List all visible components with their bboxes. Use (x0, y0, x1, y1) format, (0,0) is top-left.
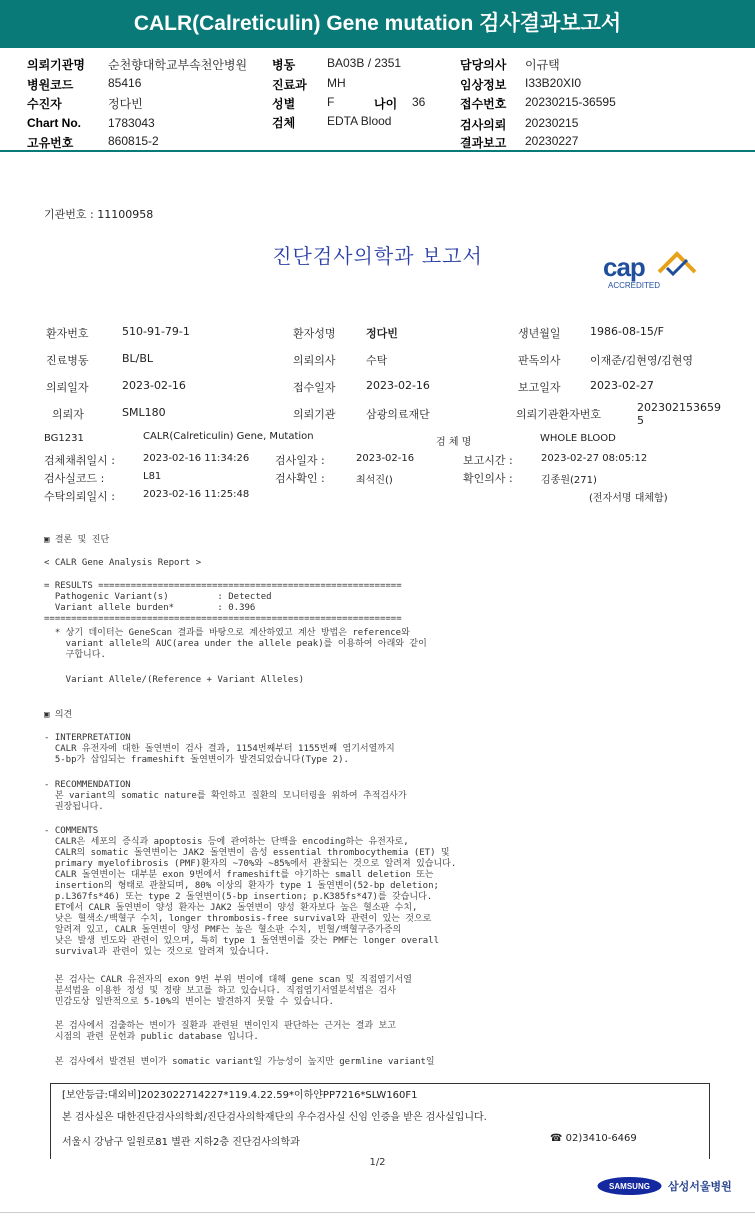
chart-no-value: 1783043 (108, 116, 155, 130)
age-value: 36 (412, 95, 426, 109)
comment-line-1: CALR은 세포의 증식과 apoptosis 등에 관여하는 단백을 encoding하는 유전자로, (44, 837, 409, 847)
cap-check-icon (655, 250, 699, 282)
ward-value: BA03B / 2351 (327, 56, 402, 70)
phone-number: ☎ 02)3410-6469 (550, 1133, 637, 1144)
care-ward-value: BL/BL (122, 352, 154, 365)
patient-value: 정다빈 (108, 97, 143, 111)
report-title: CALR(Calreticulin) Gene mutation 검사결과보고서 (0, 0, 755, 48)
room-value: L81 (143, 471, 162, 482)
ward-label: 병동 (272, 58, 296, 72)
report-date-value: 20230227 (525, 134, 579, 148)
reader-value: 이재준/김현영/김현영 (590, 354, 694, 367)
interpretation-line-2: 5-bp가 삽입되는 frameshift 돌연변이가 발견되었습니다(Type 2). (44, 755, 349, 765)
req-inst-value: 삼광의료재단 (366, 408, 430, 421)
section-conclusion: ▣ 결론 및 진단 (44, 535, 110, 545)
report-date2-label: 보고일자 (518, 381, 561, 394)
report-time-value: 2023-02-27 08:05:12 (541, 453, 648, 464)
formula: Variant Allele/(Reference + Variant Alleles) (44, 675, 305, 685)
specimen-value: EDTA Blood (327, 114, 392, 128)
department-address: 서울시 강남구 일원로81 별관 지하2층 진단검사의학과 (62, 1137, 300, 1148)
esign-note: (전자서명 대체함) (589, 493, 668, 504)
unique-no-label: 고유번호 (27, 136, 74, 150)
cap-logo-text: cap (603, 252, 645, 282)
samsung-logo-icon (597, 1176, 662, 1196)
hospital-code-value: 85416 (108, 76, 142, 90)
reader-label: 판독의사 (518, 354, 561, 367)
req-date-value: 2023-02-16 (122, 379, 186, 392)
comment-line-11: survival과 관련이 있는 것으로 알려져 있습니다. (44, 947, 270, 957)
interpretation-heading: - INTERPRETATION (44, 733, 131, 743)
test-code: BG1231 (44, 433, 84, 444)
method-line-3: 민감도상 일반적으로 5-10%의 변이는 발견하지 못할 수 있습니다. (44, 997, 334, 1007)
collect-value: 2023-02-16 11:34:26 (143, 453, 250, 464)
dob-value: 1986-08-15/F (590, 325, 664, 338)
request-date-value: 20230215 (525, 116, 579, 130)
requester-value: SML180 (122, 406, 166, 419)
patient-label: 수진자 (27, 97, 62, 111)
test-date-label: 검사일자 : (275, 454, 325, 467)
recommendation-heading: - RECOMMENDATION (44, 780, 131, 790)
receipt-no-label: 접수번호 (460, 97, 507, 111)
hospital-code-label: 병원코드 (27, 78, 74, 92)
care-ward-label: 진료병동 (46, 354, 89, 367)
confirmer-value: 김종원(271) (541, 475, 597, 486)
test-date-value: 2023-02-16 (356, 453, 415, 464)
sex-value: F (327, 95, 335, 109)
certification-text: 본 검사실은 대한진단검사의학회/진단검사의학재단의 우수검사실 신임 인증을 받은 검사실입니다. (62, 1112, 487, 1123)
report-time-label: 보고시간 : (463, 454, 513, 467)
germline-line-1: 본 검사에서 발견된 변이가 somatic variant일 가능성이 높지만 germline variant일 (44, 1057, 435, 1067)
collect-label: 검체채취일시 : (44, 454, 115, 467)
chart-no-label: Chart No. (27, 116, 81, 130)
cap-accredited-text: ACCREDITED (608, 281, 661, 290)
page-number: 1/2 (369, 1157, 386, 1168)
result-row-burden: Variant allele burden* : 0.396 (44, 603, 256, 613)
comment-line-7: ET에서 CALR 돌연변이 양성 환자는 JAK2 돌연변이 양성 환자보다 높은 혈소판 수치, (44, 903, 418, 913)
patient-name-label: 환자성명 (293, 327, 336, 340)
comment-line-6: p.L367fs*46) 또는 type 2 돌연변이(5-bp insertion; p.K385fs*47)를 갖습니다. (44, 892, 433, 902)
reference-line-2: 시점의 관련 문헌과 public database 입니다. (44, 1032, 259, 1042)
report-subtitle: 진단검사의학과 보고서 (272, 244, 483, 268)
outsourced-label: 수탁의뢰일시 : (44, 490, 115, 503)
doctor-label: 담당의사 (460, 58, 507, 72)
note-line-2: variant allele의 AUC(area under the allele peak)를 이용하여 아래와 같이 (44, 639, 427, 649)
req-inst-label: 의뢰기관 (293, 408, 336, 421)
req-date-label: 의뢰일자 (46, 381, 89, 394)
dob-label: 생년월일 (518, 327, 561, 340)
results-header: = RESULTS ======================================================== (44, 581, 402, 591)
result-row-pathogenic: Pathogenic Variant(s) : Detected (44, 592, 272, 602)
reference-line-1: 본 검사에서 검출하는 변이가 질환과 관련된 변이인지 판단하는 근거는 결과 보고 (44, 1021, 396, 1031)
note-line-3: 구합니다. (44, 650, 106, 660)
comment-line-4: CALR 돌연변이는 대부분 exon 9번에서 frameshift를 야기하는 small deletion 또는 (44, 870, 434, 880)
section-opinion: ▣ 의견 (44, 710, 73, 720)
dept-label: 진료과 (272, 78, 307, 92)
clinical-info-value: I33B20XI0 (525, 76, 582, 90)
specimen-name-value: WHOLE BLOOD (540, 433, 616, 444)
req-doctor-value: 수탁 (366, 354, 388, 367)
comment-line-3: primary myelofibrosis (PMF)환자의 ~70%와 ~85%에서 관찰되는 것으로 알려져 있습니다. (44, 859, 457, 869)
institution-number: 기관번호 : 11100958 (44, 208, 154, 221)
comment-line-9: 알려져 있고, CALR 돌연변이 양성 PMF는 높은 혈소판 수치, 빈혈/백혈구증가증의 (44, 925, 402, 935)
patient-no-value: 510-91-79-1 (122, 325, 190, 338)
svg-text:SAMSUNG: SAMSUNG (609, 1182, 650, 1191)
requester-label: 의뢰자 (52, 408, 84, 421)
specimen-label: 검체 (272, 116, 296, 130)
checker-label: 검사확인 : (275, 472, 325, 485)
patient-name-value: 정다빈 (366, 327, 398, 340)
patient-no-label: 환자번호 (46, 327, 89, 340)
report-date2-value: 2023-02-27 (590, 379, 654, 392)
receipt-no-value: 20230215-36595 (525, 95, 616, 109)
report-date-label: 결과보고 (460, 136, 507, 150)
method-line-2: 분석법을 이용한 정성 및 정량 보고를 하고 있습니다. 직접염기서열분석법은 검사 (44, 986, 396, 996)
checker-value: 최석진() (356, 475, 393, 486)
method-line-1: 본 검사는 CALR 유전자의 exon 9번 부위 변이에 대해 gene scan 및 직접염기서열 (44, 975, 412, 985)
note-line-1: * 상기 데이터는 GeneScan 결과를 바탕으로 계산하였고 계산 방법은 reference와 (44, 628, 410, 638)
doctor-value: 이규택 (525, 58, 560, 72)
comment-line-10: 낮은 발생 빈도와 관련이 있으며, 특히 type 1 돌연변이를 갖는 PMF는 longer overall (44, 936, 440, 946)
recv-date-label: 접수일자 (293, 381, 336, 394)
comment-line-2: CALR의 somatic 돌연변이는 JAK2 돌연변이 음성 essential thrombocythemia (ET) 및 (44, 848, 450, 858)
results-rule: ================================================================== (44, 614, 402, 624)
recv-date-value: 2023-02-16 (366, 379, 430, 392)
req-inst-pt-label: 의뢰기관환자번호 (516, 408, 602, 421)
unique-no-value: 860815-2 (108, 134, 159, 148)
recommendation-line-2: 권장됩니다. (44, 802, 104, 812)
dept-value: MH (327, 76, 346, 90)
comment-line-8: 낮은 혈색소/백혈구 수치, longer thrombosis-free survival와 관련이 있는 것으로 (44, 914, 432, 924)
outsourced-value: 2023-02-16 11:25:48 (143, 489, 250, 500)
hospital-name: 삼성서울병원 (668, 1180, 732, 1193)
comment-line-5: insertion의 형태로 관찰되며, 80% 이상의 환자가 type 1 돌연변이(52-bp deletion; (44, 881, 439, 891)
comments-heading: - COMMENTS (44, 826, 99, 836)
req-doctor-label: 의뢰의사 (293, 354, 336, 367)
header-divider (0, 150, 755, 152)
analysis-title: < CALR Gene Analysis Report > (44, 558, 202, 568)
age-label: 나이 (374, 97, 398, 111)
bottom-divider (0, 1212, 755, 1213)
room-label: 검사실코드 : (44, 472, 105, 485)
interpretation-line-1: CALR 유전자에 대한 돌연변이 검사 결과, 1154번째부터 1155번째 염기서열까지 (44, 744, 395, 754)
institution-value: 순천향대학교부속천안병원 (108, 58, 248, 72)
clinical-info-label: 임상정보 (460, 78, 507, 92)
confirmer-label: 확인의사 : (463, 472, 513, 485)
sex-label: 성별 (272, 97, 296, 111)
req-inst-pt-value-2: 5 (637, 414, 644, 427)
recommendation-line-1: 본 variant의 somatic nature를 확인하고 질환의 모니터링을 위하여 추적검사가 (44, 791, 407, 801)
test-name: CALR(Calreticulin) Gene, Mutation (143, 431, 314, 442)
security-line: [보안등급:대외비]2023022714227*119.4.22.59*이하얀PP7216*SLW160F1 (62, 1090, 418, 1101)
req-inst-pt-value-1: 202302153659 (637, 401, 721, 414)
institution-label: 의뢰기관명 (27, 58, 85, 72)
specimen-name-label: 검 체 명 (436, 437, 472, 448)
request-date-label: 검사의뢰 (460, 118, 507, 132)
